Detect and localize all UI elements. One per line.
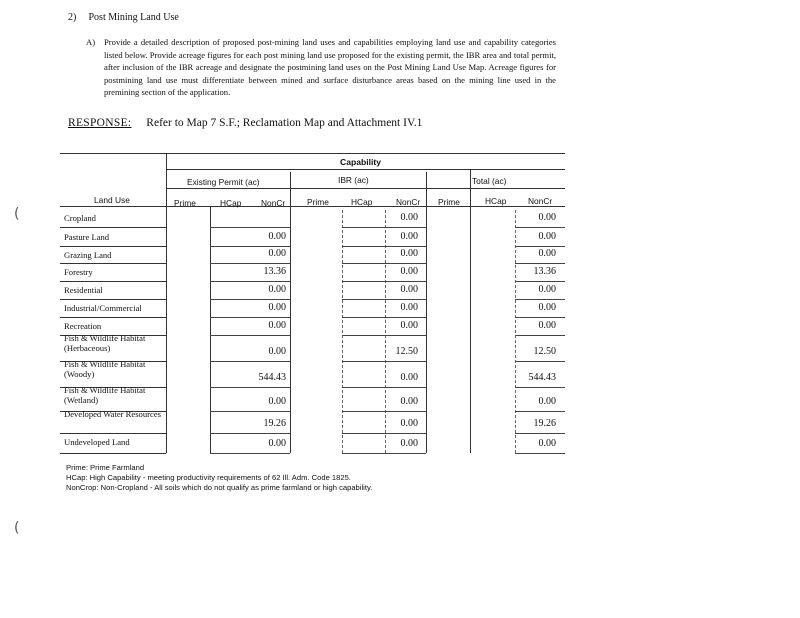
cell-underline	[210, 246, 290, 247]
cell-existing-noncr: 0.00	[268, 302, 286, 313]
response-text: Refer to Map 7 S.F.; Reclamation Map and Attachment IV.1	[146, 117, 423, 129]
response-label: RESPONSE:	[68, 117, 132, 129]
cell-underline	[515, 411, 565, 412]
row-rule	[60, 433, 166, 434]
sub-prime-existing: Prime	[174, 198, 196, 208]
group-total: Total (ac)	[472, 176, 507, 186]
row-label: Developed Water Resources	[64, 409, 161, 419]
cell-underline	[210, 299, 290, 300]
cell-underline	[515, 387, 565, 388]
cell-underline	[515, 281, 565, 282]
cell-underline	[210, 263, 290, 264]
instruction-text: Provide a detailed description of proposed post-mining land uses and capabilities employing land use and capability categories listed below. Provide acreage figures for each post mining land use proposed for the existing permit, the IBR area and total permit, after inclusion of the IBR acreage and designate the postmining land uses on the Post Mining Land Use Map. Acreage figures for postmining land use must differentiate between mined and surface disturbance areas based on the mining line used in the premining section of the application.	[104, 37, 556, 98]
row-label: Undeveloped Land	[64, 437, 130, 447]
cell-existing-noncr: 0.00	[268, 248, 286, 259]
cell-total-noncr: 0.00	[538, 302, 556, 313]
group-rule	[166, 188, 565, 189]
cell-total-noncr: 12.50	[533, 346, 556, 357]
cell-underline	[210, 227, 290, 228]
cell-underline	[342, 317, 426, 318]
footnote-prime: Prime: Prime Farmland	[66, 463, 145, 472]
group-ibr: IBR (ac)	[338, 175, 369, 185]
cell-underline	[515, 227, 565, 228]
cell-underline	[342, 453, 426, 454]
cell-underline	[342, 387, 426, 388]
cell-ibr-noncr: 0.00	[400, 231, 418, 242]
capability-rule	[166, 169, 565, 170]
col-divider-ibr	[426, 172, 427, 453]
land-use-header: Land Use	[94, 195, 130, 205]
cell-ibr-noncr: 0.00	[400, 284, 418, 295]
cell-ibr-noncr: 0.00	[400, 212, 418, 223]
cell-underline	[342, 433, 426, 434]
cell-underline	[210, 281, 290, 282]
cell-underline	[515, 335, 565, 336]
sub-noncr-total: NonCr	[528, 196, 553, 206]
cell-underline	[210, 361, 290, 362]
cell-underline	[342, 227, 426, 228]
footnote-hcap: HCap: High Capability - meeting productivity requirements of 62 Ill. Adm. Code 1825.	[66, 473, 351, 483]
land-use-table	[60, 150, 565, 455]
row-rule	[60, 453, 166, 454]
cell-total-noncr: 0.00	[538, 231, 556, 242]
cell-total-noncr: 13.36	[533, 266, 556, 277]
cell-underline	[515, 246, 565, 247]
cell-total-noncr: 0.00	[538, 396, 556, 407]
cell-ibr-noncr: 0.00	[400, 438, 418, 449]
cell-existing-noncr: 0.00	[268, 396, 286, 407]
cell-underline	[210, 453, 290, 454]
sub-hcap-existing: HCap	[220, 198, 242, 208]
cell-existing-noncr: 544.43	[258, 372, 286, 383]
footnote-noncrop: NonCrop: Non-Cropland - All soils which do not qualify as prime farmland or high capability.	[66, 483, 373, 493]
cell-ibr-noncr: 0.00	[400, 248, 418, 259]
cell-ibr-noncr: 0.00	[400, 320, 418, 331]
cell-underline	[342, 281, 426, 282]
cell-underline	[342, 246, 426, 247]
row-rule	[60, 299, 166, 300]
cell-total-noncr: 544.43	[528, 372, 556, 383]
row-label: Recreation	[64, 321, 102, 331]
row-label: Industrial/Commercial	[64, 303, 142, 313]
cell-ibr-noncr: 0.00	[400, 302, 418, 313]
cell-underline	[342, 361, 426, 362]
row-label: Fish & Wildlife Habitat (Woody)	[64, 359, 146, 379]
row-label: Pasture Land	[64, 232, 110, 242]
col-divider-total	[470, 170, 471, 453]
instruction-paragraph	[86, 36, 556, 99]
sub-noncr-existing: NonCr	[261, 198, 286, 208]
cell-existing-noncr: 19.26	[263, 418, 286, 429]
cell-underline	[515, 433, 565, 434]
sub-prime-ibr: Prime	[307, 197, 329, 207]
cell-underline	[210, 317, 290, 318]
response-line	[68, 117, 422, 129]
col-divider-existing	[290, 172, 291, 453]
section-number: 2)	[68, 12, 77, 23]
cell-existing-noncr: 0.00	[268, 284, 286, 295]
cell-underline	[342, 335, 426, 336]
cell-ibr-noncr: 0.00	[400, 396, 418, 407]
row-label: Fish & Wildlife Habitat (Herbaceous)	[64, 333, 146, 353]
row-label: Grazing Land	[64, 250, 112, 260]
cell-existing-noncr: 0.00	[268, 320, 286, 331]
cell-existing-noncr: 13.36	[263, 266, 286, 277]
cell-total-noncr: 0.00	[538, 284, 556, 295]
group-existing-permit: Existing Permit (ac)	[187, 177, 260, 187]
col-divider-prime	[210, 206, 211, 453]
row-label: Fish & Wildlife Habitat (Wetland)	[64, 385, 146, 405]
table-top-rule	[60, 153, 565, 154]
sub-prime-total: Prime	[438, 197, 460, 207]
row-label: Cropland	[64, 213, 96, 223]
cell-underline	[515, 263, 565, 264]
capability-header: Capability	[340, 157, 382, 167]
cell-ibr-noncr: 0.00	[400, 418, 418, 429]
cell-underline	[515, 299, 565, 300]
section-title-text: Post Mining Land Use	[88, 12, 179, 23]
sub-hcap-total: HCap	[485, 196, 507, 206]
cell-underline	[515, 361, 565, 362]
cell-underline	[515, 453, 565, 454]
row-rule	[60, 246, 166, 247]
sub-noncr-ibr: NonCr	[396, 197, 421, 207]
row-label: Residential	[64, 285, 103, 295]
cell-ibr-noncr: 0.00	[400, 266, 418, 277]
scan-hole-mark: (	[14, 520, 20, 536]
row-rule	[60, 227, 166, 228]
row-rule	[60, 317, 166, 318]
cell-underline	[210, 335, 290, 336]
cell-underline	[515, 317, 565, 318]
cell-total-noncr: 19.26	[533, 418, 556, 429]
cell-existing-noncr: 0.00	[268, 438, 286, 449]
row-rule	[60, 263, 166, 264]
cell-underline	[210, 433, 290, 434]
cell-underline	[342, 299, 426, 300]
cell-ibr-noncr: 0.00	[400, 372, 418, 383]
cell-existing-noncr: 0.00	[268, 346, 286, 357]
cell-existing-noncr: 0.00	[268, 231, 286, 242]
footnotes	[66, 463, 372, 494]
sub-hcap-ibr: HCap	[351, 197, 373, 207]
cell-underline	[342, 411, 426, 412]
cell-total-noncr: 0.00	[538, 248, 556, 259]
cell-ibr-noncr: 12.50	[395, 346, 418, 357]
cell-underline	[342, 263, 426, 264]
row-rule	[60, 281, 166, 282]
cell-total-noncr: 0.00	[538, 212, 556, 223]
cell-underline	[210, 411, 290, 412]
cell-total-noncr: 0.00	[538, 438, 556, 449]
row-label: Forestry	[64, 267, 93, 277]
instruction-letter: A)	[86, 37, 96, 47]
scan-hole-mark: (	[14, 206, 20, 222]
section-title	[68, 12, 179, 23]
cell-underline	[210, 387, 290, 388]
cell-total-noncr: 0.00	[538, 320, 556, 331]
